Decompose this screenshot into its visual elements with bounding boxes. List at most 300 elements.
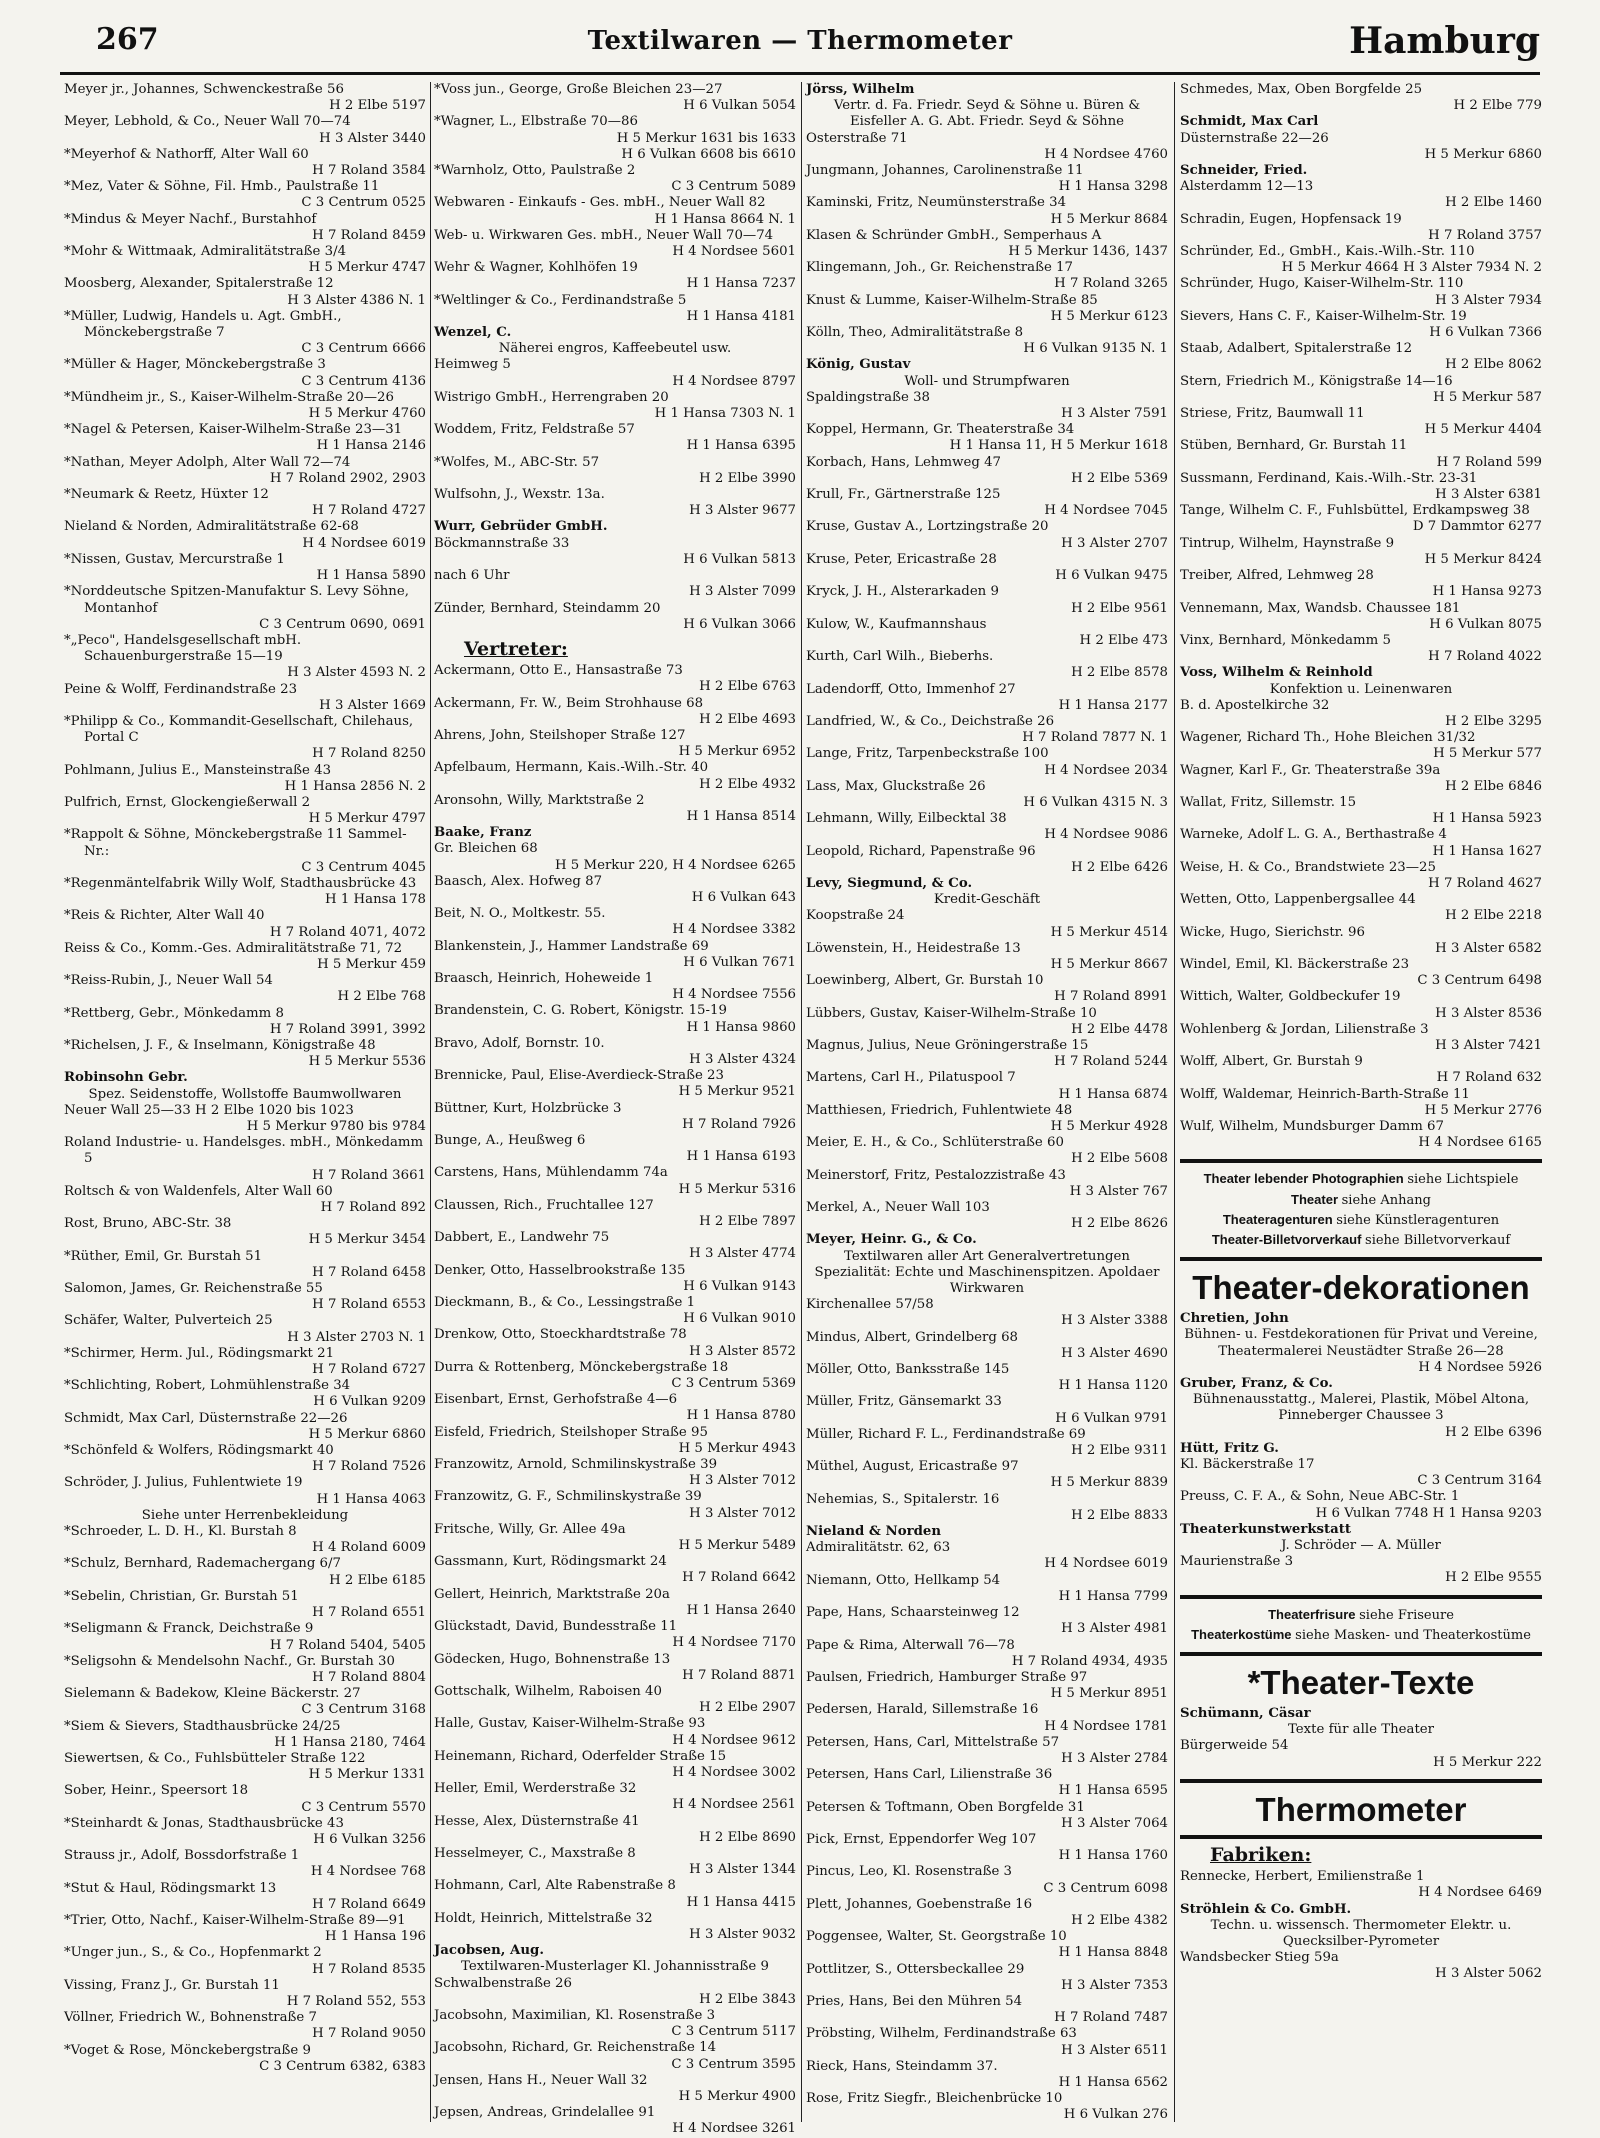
- entry-text: Klasen & Schründer GmbH., Semperhaus A: [806, 227, 1102, 243]
- entry-text: Müthel, August, Ericastraße 97: [806, 1459, 1019, 1475]
- directory-entry: [434, 2040, 796, 2072]
- phone-number: C 3 Centrum 5117: [671, 2024, 796, 2040]
- phone-number: H 2 Elbe 6846: [1445, 778, 1542, 794]
- phone-number: C 3 Centrum 5369: [671, 1376, 796, 1392]
- entry-text: Hütt, Fritz G.: [1180, 1440, 1279, 1456]
- directory-entry: [1180, 1054, 1542, 1086]
- phone-number: H 7 Roland 4022: [1428, 649, 1542, 665]
- phone-number: H 1 Hansa 7237: [686, 276, 796, 292]
- entry-text: Matthiesen, Friedrich, Fuhlentwiete 48: [806, 1102, 1073, 1118]
- phone-number: H 4 Nordsee 6469: [1418, 1885, 1542, 1901]
- directory-entry: [434, 1522, 796, 1554]
- directory-entry: [1180, 1119, 1542, 1151]
- phone-number: C 3 Centrum 6666: [301, 341, 426, 357]
- phone-number: H 3 Alster 8536: [1435, 1005, 1542, 1021]
- phone-number: H 5 Merkur 222: [1433, 1754, 1542, 1770]
- category-heading: Theater-dekorationen: [1192, 1269, 1530, 1307]
- directory-entry: [806, 941, 1168, 973]
- firm-name-heading: [1180, 1902, 1542, 1918]
- entry-text: *Rappolt & Söhne, Mönckebergstraße 11 Sammel-Nr.:: [64, 827, 407, 859]
- entry-text: Jacobsen, Aug.: [434, 1943, 544, 1959]
- phone-number: H 3 Alster 4690: [1061, 1345, 1168, 1361]
- directory-entry: [64, 276, 426, 308]
- directory-entry: [806, 228, 1168, 260]
- entry-text: Reiss & Co., Komm.-Ges. Admiralitätstraße 71, 72: [64, 940, 403, 956]
- entry-text: Wolff, Waldemar, Heinrich-Barth-Straße 11: [1180, 1086, 1470, 1102]
- entry-text: Vissing, Franz J., Gr. Burstah 11: [64, 1977, 280, 1993]
- firm-name-heading: [434, 825, 796, 841]
- phone-number: H 5 Merkur 6123: [1050, 308, 1168, 324]
- phone-number: H 7 Roland 6649: [312, 1896, 426, 1912]
- directory-entry: [434, 760, 796, 792]
- directory-entry: [434, 601, 796, 633]
- entry-text: B. d. Apostelkirche 32: [1180, 697, 1330, 713]
- phone-number: H 3 Alster 8572: [689, 1343, 796, 1359]
- directory-entry: [434, 728, 796, 760]
- entry-text: *Meyerhof & Nathorff, Alter Wall 60: [64, 146, 309, 162]
- directory-entry: [1180, 1360, 1542, 1376]
- phone-number: H 6 Vulkan 9791: [1055, 1410, 1168, 1426]
- directory-entry: [1180, 244, 1542, 276]
- directory-entry: [806, 1735, 1168, 1767]
- phone-number: H 7 Roland 3265: [1054, 276, 1168, 292]
- directory-entry: [806, 1070, 1168, 1102]
- phone-number: H 5 Merkur 220, H 4 Nordsee 6265: [554, 857, 796, 873]
- phone-number: H 7 Roland 3757: [1428, 227, 1542, 243]
- phone-number: H 6 Vulkan 7748 H 1 Hansa 9203: [1315, 1505, 1542, 1521]
- phone-number: H 4 Nordsee 6019: [302, 535, 426, 551]
- phone-number: H 5 Merkur 577: [1433, 746, 1542, 762]
- entry-text: Carstens, Hans, Mühlendamm 74a: [434, 1165, 668, 1181]
- directory-entry: [806, 1427, 1168, 1459]
- entry-text: *Nagel & Petersen, Kaiser-Wilhelm-Straße 23—31: [64, 422, 403, 438]
- phone-number: H 2 Elbe 473: [1079, 632, 1168, 648]
- section-heading: Fabriken:: [1210, 1843, 1312, 1866]
- phone-number: C 3 Centrum 3164: [1417, 1473, 1542, 1489]
- directory-entry: [434, 874, 796, 906]
- directory-entry: [1180, 925, 1542, 957]
- phone-number: D 7 Dammtor 6277: [1412, 519, 1542, 535]
- directory-entry: [64, 1346, 426, 1378]
- directory-entry: [64, 941, 426, 973]
- entry-description: Näherei engros, Kaffeebeutel usw.: [498, 341, 732, 357]
- entry-text: Durra & Rottenberg, Mönckebergstraße 18: [434, 1359, 729, 1375]
- phone-number: H 7 Roland 8804: [312, 1669, 426, 1685]
- directory-entry: [1180, 1022, 1542, 1054]
- entry-text: Meyer, Lebhold, & Co., Neuer Wall 70—74: [64, 114, 351, 130]
- directory-entry: [64, 1783, 426, 1815]
- entry-text: *Warnholz, Otto, Paulstraße 2: [434, 163, 636, 179]
- phone-number: H 3 Alster 4981: [1061, 1621, 1168, 1637]
- directory-entry: [64, 827, 426, 876]
- entry-text: *Voss jun., George, Große Bleichen 23—27: [434, 82, 723, 97]
- cross-reference-target: siehe Friseure: [1359, 1607, 1454, 1623]
- phone-number: H 7 Roland 9050: [312, 2026, 426, 2042]
- firm-name-heading: [1180, 1522, 1542, 1538]
- phone-number: H 7 Roland 4627: [1428, 875, 1542, 891]
- entry-text: Kl. Bäckerstraße 17: [1180, 1457, 1315, 1473]
- section-rule: [1180, 1835, 1542, 1839]
- directory-entry: [806, 1006, 1168, 1038]
- phone-number: H 6 Vulkan 9475: [1055, 568, 1168, 584]
- phone-number: H 2 Elbe 3295: [1445, 713, 1542, 729]
- directory-entry: [1180, 471, 1542, 503]
- directory-entry: [1180, 860, 1542, 892]
- entry-text: Roltsch & von Waldenfels, Alter Wall 60: [64, 1183, 333, 1199]
- city-heading: Hamburg: [1349, 20, 1540, 62]
- phone-number: H 7 Roland 6553: [312, 1297, 426, 1313]
- phone-number: H 5 Merkur 4760: [308, 406, 426, 422]
- entry-text: Brandenstein, C. G. Robert, Königstr. 15-19: [434, 1003, 727, 1019]
- entry-text: *Neumark & Reetz, Hüxter 12: [64, 487, 269, 503]
- directory-entry: [806, 325, 1168, 357]
- phone-number: H 1 Hansa 8780: [686, 1408, 796, 1424]
- entry-text: Möller, Otto, Banksstraße 145: [806, 1362, 1010, 1378]
- phone-number: H 3 Alster 4324: [689, 1051, 796, 1067]
- phone-number: H 4 Nordsee 7556: [672, 987, 796, 1003]
- directory-entry: [434, 1781, 796, 1813]
- directory-entry: [1180, 989, 1542, 1021]
- phone-number: H 7 Roland 6642: [682, 1570, 796, 1586]
- directory-entry: [806, 195, 1168, 227]
- entry-text: Lübbers, Gustav, Kaiser-Wilhelm-Straße 10: [806, 1005, 1097, 1021]
- entry-text: Vinx, Bernhard, Mönkedamm 5: [1180, 632, 1391, 648]
- entry-text: Büttner, Kurt, Holzbrücke 3: [434, 1100, 622, 1116]
- directory-entry: [806, 2059, 1168, 2091]
- section-rule: [1180, 1595, 1542, 1599]
- entry-description: Siehe unter Herrenbekleidung: [141, 1507, 349, 1523]
- entry-description: Kredit-Geschäft: [933, 892, 1041, 908]
- directory-entry: [64, 309, 426, 358]
- directory-entry: [434, 1554, 796, 1586]
- phone-number: H 5 Merkur 1631 bis 1633: [616, 130, 796, 146]
- entry-text: Levy, Siegmund, & Co.: [806, 875, 973, 891]
- entry-text: *Richelsen, J. F., & Inselmann, Königstraße 48: [64, 1037, 376, 1053]
- entry-text: Gassmann, Kurt, Rödingsmarkt 24: [434, 1554, 667, 1570]
- phone-number: H 2 Elbe 4478: [1071, 1021, 1168, 1037]
- entry-text: nach 6 Uhr: [434, 568, 510, 584]
- directory-entry: [1180, 633, 1542, 665]
- entry-text: Siewertsen, & Co., Fuhlsbütteler Straße 122: [64, 1750, 366, 1766]
- directory-entry: [806, 1670, 1168, 1702]
- phone-number: H 6 Vulkan 6608 bis 6610: [621, 146, 796, 162]
- entry-text: Voss, Wilhelm & Reinhold: [1180, 665, 1373, 681]
- phone-number: H 7 Roland 3584: [312, 163, 426, 179]
- firm-name-heading: [1180, 114, 1542, 130]
- entry-text: Tintrup, Wilhelm, Haynstraße 9: [1180, 535, 1395, 551]
- directory-entry: [1180, 1738, 1542, 1770]
- entry-text: Wandsbecker Stieg 59a: [1180, 1950, 1339, 1966]
- entry-text: Schneider, Fried.: [1180, 163, 1308, 179]
- directory-entry: [806, 1540, 1168, 1572]
- section-rule: [1180, 1159, 1542, 1163]
- phone-number: C 3 Centrum 3595: [671, 2056, 796, 2072]
- phone-number: H 1 Hansa 4415: [686, 1894, 796, 1910]
- phone-number: H 1 Hansa 2177: [1058, 697, 1168, 713]
- phone-number: H 7 Roland 892: [320, 1200, 426, 1216]
- directory-entry: [434, 1165, 796, 1197]
- directory-entry: [64, 1978, 426, 2010]
- category-heading: *Theater-Texte: [1247, 1664, 1475, 1702]
- phone-number: H 4 Nordsee 4760: [1044, 146, 1168, 162]
- directory-entry: [806, 973, 1168, 1005]
- cross-reference: [1180, 1192, 1542, 1209]
- entry-text: Hohmann, Carl, Alte Rabenstraße 8: [434, 1878, 676, 1894]
- phone-number: H 3 Alster 5062: [1435, 1966, 1542, 1982]
- directory-entry: [806, 1394, 1168, 1426]
- phone-number: C 3 Centrum 4136: [301, 373, 426, 389]
- phone-number: H 6 Vulkan 5054: [683, 98, 796, 114]
- directory-entry: [1180, 341, 1542, 373]
- phone-number: H 3 Alster 2707: [1061, 535, 1168, 551]
- phone-number: H 5 Merkur 4747: [308, 260, 426, 276]
- phone-number: H 5 Merkur 8667: [1050, 956, 1168, 972]
- entry-text: Plett, Johannes, Goebenstraße 16: [806, 1896, 1033, 1912]
- entry-text: Halle, Gustav, Kaiser-Wilhelm-Straße 93: [434, 1716, 706, 1732]
- entry-text: Wetten, Otto, Lappenbergsallee 44: [1180, 892, 1416, 908]
- entry-text: Admiralitätstr. 62, 63: [806, 1540, 951, 1556]
- directory-entry: [434, 906, 796, 938]
- directory-entry: [806, 163, 1168, 195]
- entry-text: Koppel, Hermann, Gr. Theaterstraße 34: [806, 422, 1075, 438]
- directory-entry: [1180, 730, 1542, 762]
- directory-entry: [64, 1589, 426, 1621]
- entry-text: Dabbert, E., Landwehr 75: [434, 1230, 610, 1246]
- directory-entry: [64, 1654, 426, 1686]
- phone-number: H 1 Hansa 6874: [1058, 1086, 1168, 1102]
- entry-text: Pape, Hans, Schaarsteinweg 12: [806, 1605, 1020, 1621]
- directory-entry: [434, 536, 796, 568]
- directory-entry: [1180, 374, 1542, 406]
- directory-entry: [64, 1249, 426, 1281]
- phone-number: H 5 Merkur 6952: [678, 744, 796, 760]
- entry-text: Chretien, John: [1180, 1311, 1289, 1327]
- entry-text: Müller, Fritz, Gänsemarkt 33: [806, 1394, 1002, 1410]
- phone-number: H 4 Nordsee 5926: [1418, 1359, 1542, 1375]
- section-heading: Vertreter:: [464, 637, 568, 660]
- entry-text: Rieck, Hans, Steindamm 37.: [806, 2058, 998, 2074]
- directory-entry: [806, 714, 1168, 746]
- phone-number: H 3 Alster 3388: [1061, 1313, 1168, 1329]
- directory-entry: [64, 1816, 426, 1848]
- entry-text: Schründer, Ed., GmbH., Kais.-Wilh.-Str. 110: [1180, 244, 1475, 260]
- entry-text: Kaminski, Fritz, Neumünsterstraße 34: [806, 195, 1067, 211]
- entry-text: Kirchenallee 57/58: [806, 1297, 934, 1313]
- cross-reference-topic: Theater: [1291, 1191, 1339, 1207]
- directory-entry: [806, 844, 1168, 876]
- phone-number: C 3 Centrum 6098: [1043, 1880, 1168, 1896]
- directory-entry: [1180, 309, 1542, 341]
- entry-text: *Regenmäntelfabrik Willy Wolf, Stadthausbrücke 43: [64, 875, 417, 891]
- entry-text: Heinemann, Richard, Oderfelder Straße 15: [434, 1748, 727, 1764]
- entry-description: Vertr. d. Fa. Friedr. Seyd & Söhne u. Büren & Eisfeller A. G. Abt. Friedr. Seyd & Söhne: [833, 98, 1141, 130]
- phone-number: H 6 Vulkan 5813: [683, 551, 796, 567]
- entry-text: Löwenstein, H., Heidestraße 13: [806, 940, 1021, 956]
- entry-text: Wehr & Wagner, Kohlhöfen 19: [434, 260, 638, 276]
- entry-description: Spez. Seidenstoffe, Wollstoffe Baumwollwaren: [88, 1086, 402, 1102]
- entry-text: Loewinberg, Albert, Gr. Burstah 10: [806, 973, 1044, 989]
- phone-number: H 5 Merkur 5489: [678, 1538, 796, 1554]
- entry-text: Leopold, Richard, Papenstraße 96: [806, 843, 1036, 859]
- phone-number: H 5 Merkur 5316: [678, 1181, 796, 1197]
- cross-reference: [1180, 1232, 1542, 1249]
- directory-entry: [806, 746, 1168, 778]
- entry-text: Sielemann & Badekow, Kleine Bäckerstr. 27: [64, 1686, 361, 1702]
- directory-entry: [434, 793, 796, 825]
- directory-entry: [434, 939, 796, 971]
- directory-entry: [1180, 601, 1542, 633]
- directory-entry: [434, 487, 796, 519]
- phone-number: H 1 Hansa 5890: [316, 568, 426, 584]
- entry-text: Wulfsohn, J., Wexstr. 13a.: [434, 487, 605, 503]
- phone-number: H 1 Hansa 4181: [686, 308, 796, 324]
- directory-entry: [806, 1800, 1168, 1832]
- section-rule: [1180, 1257, 1542, 1261]
- entry-text: Aronsohn, Willy, Marktstraße 2: [434, 792, 645, 808]
- phone-number: H 1 Hansa 11, H 5 Merkur 1618: [949, 438, 1168, 454]
- entry-text: Rost, Bruno, ABC-Str. 38: [64, 1216, 232, 1232]
- entry-description: Bühnenausstattg., Malerei, Plastik, Möbel Altona, Pinneberger Chaussee 3: [1192, 1392, 1530, 1424]
- entry-text: Baake, Franz: [434, 825, 532, 841]
- entry-text: Franzowitz, G. F., Schmilinskystraße 39: [434, 1489, 702, 1505]
- entry-text: Wagner, Karl F., Gr. Theaterstraße 39a: [1180, 762, 1441, 778]
- entry-text: *Steinhardt & Jonas, Stadthausbrücke 43: [64, 1815, 344, 1831]
- firm-name-heading: [1180, 665, 1542, 681]
- phone-number: H 5 Merkur 9521: [678, 1084, 796, 1100]
- phone-number: H 6 Vulkan 9135 N. 1: [1023, 341, 1168, 357]
- directory-entry: [64, 1913, 426, 1945]
- entry-text: Ladendorff, Otto, Immenhof 27: [806, 681, 1016, 697]
- phone-number: H 3 Alster 7012: [689, 1505, 796, 1521]
- phone-number: H 3 Alster 6511: [1061, 2042, 1168, 2058]
- firm-name-heading: [1180, 163, 1542, 179]
- directory-entry: [1180, 892, 1542, 924]
- firm-name-heading: [1180, 1376, 1542, 1392]
- directory-entry: [64, 114, 426, 146]
- phone-number: H 3 Alster 7099: [689, 584, 796, 600]
- page-title: Textilwaren — Thermometer: [587, 26, 1013, 56]
- directory-entry: [434, 1392, 796, 1424]
- directory-entry: [434, 1749, 796, 1781]
- entry-text: Petersen, Hans, Carl, Mittelstraße 57: [806, 1734, 1060, 1750]
- directory-entry: [806, 1200, 1168, 1232]
- directory-entry: [64, 876, 426, 908]
- phone-number: H 6 Vulkan 9143: [683, 1278, 796, 1294]
- directory-entry: [64, 212, 426, 244]
- directory-entry: [434, 568, 796, 600]
- phone-number: C 3 Centrum 3168: [301, 1702, 426, 1718]
- entry-text: *Weltlinger & Co., Ferdinandstraße 5: [434, 292, 687, 308]
- directory-entry: [1180, 1869, 1542, 1901]
- phone-number: H 1 Hansa 2856 N. 2: [284, 778, 426, 794]
- directory-entry: [1180, 1554, 1542, 1586]
- directory-entry: [434, 971, 796, 1003]
- firm-name-heading: [806, 357, 1168, 373]
- phone-number: H 2 Elbe 8062: [1445, 357, 1542, 373]
- phone-number: H 5 Merkur 1331: [308, 1767, 426, 1783]
- directory-entry: [64, 633, 426, 682]
- directory-entry: [64, 552, 426, 584]
- entry-text: Preuss, C. F. A., & Sohn, Neue ABC-Str. 1: [1180, 1489, 1460, 1505]
- entry-text: Pries, Hans, Bei den Mühren 54: [806, 1993, 1023, 2009]
- entry-text: Web- u. Wirkwaren Ges. mbH., Neuer Wall 70—74: [434, 227, 774, 243]
- directory-entry: [1180, 1457, 1542, 1489]
- phone-number: H 2 Elbe 779: [1453, 98, 1542, 114]
- phone-number: H 7 Roland 5404, 5405: [269, 1637, 426, 1653]
- entry-text: Jungmann, Johannes, Carolinenstraße 11: [806, 163, 1084, 179]
- entry-description: Textilwaren-Musterlager Kl. Johannisstraße 9: [461, 1959, 769, 1975]
- cross-reference-target: siehe Masken- und Theaterkostüme: [1295, 1627, 1531, 1643]
- cross-reference: [1180, 1627, 1542, 1644]
- directory-entry: [434, 1036, 796, 1068]
- phone-number: H 1 Hansa 6395: [686, 438, 796, 454]
- entry-text: Völlner, Friedrich W., Bohnenstraße 7: [64, 2010, 317, 2026]
- directory-entry: [64, 1621, 426, 1653]
- phone-number: H 1 Hansa 1627: [1432, 843, 1542, 859]
- directory-entry: [64, 763, 426, 795]
- directory-entry: [434, 1101, 796, 1133]
- directory-entry: [806, 519, 1168, 551]
- entry-text: Ströhlein & Co. GmbH.: [1180, 1901, 1352, 1917]
- phone-number: H 2 Elbe 5369: [1071, 470, 1168, 486]
- directory-entry: [64, 682, 426, 714]
- directory-entry: [64, 1751, 426, 1783]
- firm-name-heading: [806, 1232, 1168, 1248]
- phone-number: H 4 Nordsee 2561: [672, 1797, 796, 1813]
- directory-entry: [806, 1492, 1168, 1524]
- entry-text: Stern, Friedrich M., Königstraße 14—16: [1180, 373, 1453, 389]
- phone-number: H 7 Roland 3661: [312, 1167, 426, 1183]
- entry-text: Wurr, Gebrüder GmbH.: [434, 519, 608, 535]
- entry-text: Beit, N. O., Moltkestr. 55.: [434, 906, 606, 922]
- phone-number: H 1 Hansa 2180, 7464: [274, 1734, 426, 1750]
- phone-number: H 6 Vulkan 643: [691, 889, 796, 905]
- entry-text: Meyer jr., Johannes, Schwenckestraße 56: [64, 82, 344, 97]
- directory-entry: [1180, 406, 1542, 438]
- entry-text: Lass, Max, Gluckstraße 26: [806, 778, 986, 794]
- entry-text: Böckmannstraße 33: [434, 535, 570, 551]
- directory-entry: [1180, 1489, 1542, 1521]
- directory-entry: [806, 1330, 1168, 1362]
- phone-number: H 4 Nordsee 768: [310, 1864, 426, 1880]
- directory-entry: [64, 487, 426, 519]
- phone-number: H 7 Roland 8535: [312, 1961, 426, 1977]
- entry-text: *Mindus & Meyer Nachf., Burstahhof: [64, 211, 317, 227]
- firm-name-heading: [806, 1524, 1168, 1540]
- phone-number: H 5 Merkur 8684: [1050, 211, 1168, 227]
- directory-entry: [64, 1848, 426, 1880]
- entry-text: Pohlmann, Julius E., Mansteinstraße 43: [64, 762, 332, 778]
- entry-text: Glückstadt, David, Bundesstraße 11: [434, 1619, 678, 1635]
- entry-text: *Trier, Otto, Nachf., Kaiser-Wilhelm-Straße 89—91: [64, 1912, 406, 1928]
- phone-number: H 3 Alster 2703 N. 1: [287, 1329, 426, 1345]
- phone-number: H 7 Roland 4727: [312, 503, 426, 519]
- phone-number: H 5 Merkur 587: [1433, 389, 1542, 405]
- phone-number: H 7 Roland 7877 N. 1: [1022, 730, 1168, 746]
- directory-entry: [64, 1313, 426, 1345]
- phone-number: H 1 Hansa 6193: [686, 1149, 796, 1165]
- directory-entry: [1180, 82, 1542, 114]
- directory-entry: [1180, 438, 1542, 470]
- entry-text: Pick, Ernst, Eppendorfer Weg 107: [806, 1831, 1037, 1847]
- entry-text: Knust & Lumme, Kaiser-Wilhelm-Straße 85: [806, 292, 1098, 308]
- phone-number: H 1 Hansa 7799: [1058, 1588, 1168, 1604]
- entry-text: Krull, Fr., Gärtnerstraße 125: [806, 487, 1001, 503]
- phone-number: H 5 Merkur 4928: [1050, 1119, 1168, 1134]
- entry-text: Jensen, Hans H., Neuer Wall 32: [434, 2072, 648, 2088]
- entry-text: Pottlitzer, S., Ottersbeckallee 29: [806, 1961, 1025, 1977]
- directory-entry: [434, 1068, 796, 1100]
